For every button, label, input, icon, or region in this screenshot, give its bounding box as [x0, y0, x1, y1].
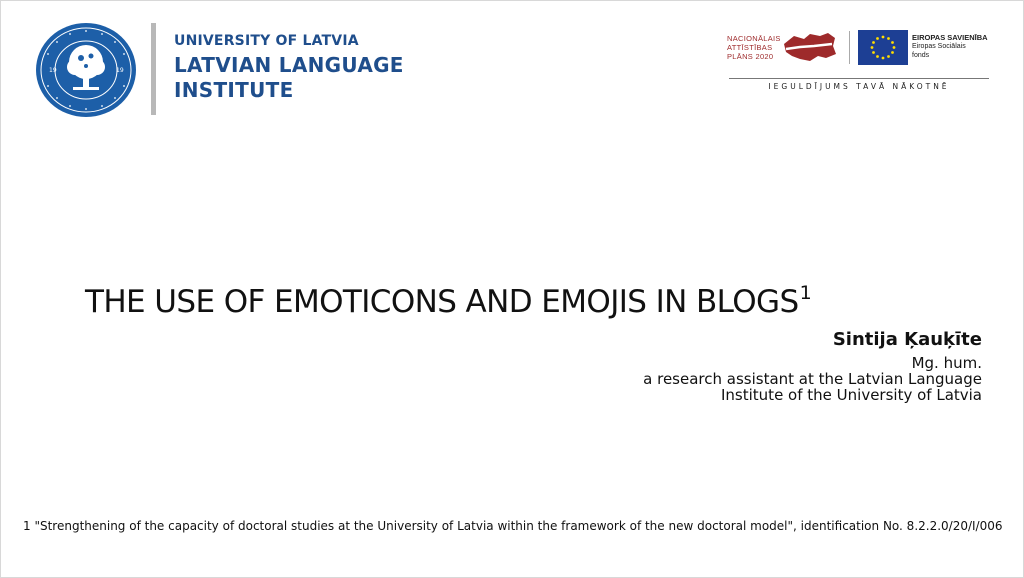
funding-slogan: IEGULDĪJUMS TAVĀ NĀKOTNĒ: [768, 82, 950, 91]
footnote: 1 "Strengthening of the capacity of doctoral studies at the University of Latvia within the framework of the new doctoral model", identification No. 8.2.2.0/20/I/006: [23, 519, 1003, 533]
nap-line1: NACIONĀLAIS: [727, 34, 781, 43]
university-wordmark: [174, 33, 404, 103]
eu-fund-line2: fonds: [912, 52, 930, 59]
slide-title-text: THE USE OF EMOTICONS AND EMOJIS IN BLOGS: [85, 284, 799, 320]
institute-name-line1: LATVIAN LANGUAGE: [174, 53, 404, 77]
nap-line3: PLĀNS 2020: [727, 52, 774, 61]
funding-divider: [849, 31, 850, 64]
eu-label: [912, 33, 988, 60]
author-role-line1: a research assistant at the Latvian Language: [643, 370, 982, 388]
author-degree: Mg. hum.: [911, 354, 982, 372]
institute-name-line2: INSTITUTE: [174, 78, 294, 102]
funding-rule: [729, 78, 989, 79]
latvia-map-icon: [780, 30, 838, 65]
title-footnote-marker: 1: [799, 282, 812, 304]
university-seal-icon: [35, 22, 137, 118]
university-name: UNIVERSITY OF LATVIA: [174, 33, 359, 49]
eu-fund-line1: Eiropas Sociālais: [912, 43, 966, 50]
author-name: Sintija Ķauķīte: [832, 329, 982, 350]
author-block: [643, 329, 982, 403]
author-role-line2: Institute of the University of Latvia: [721, 386, 982, 404]
national-development-plan-label: [727, 34, 781, 61]
svg-text:19: 19: [116, 67, 124, 74]
nap-line2: ATTĪSTĪBAS: [727, 43, 773, 52]
slide-title: [85, 282, 811, 320]
header-divider: [151, 23, 156, 115]
svg-text:19: 19: [49, 67, 57, 74]
eu-flag-icon: [858, 30, 908, 65]
eu-title: EIROPAS SAVIENĪBA: [912, 33, 988, 42]
